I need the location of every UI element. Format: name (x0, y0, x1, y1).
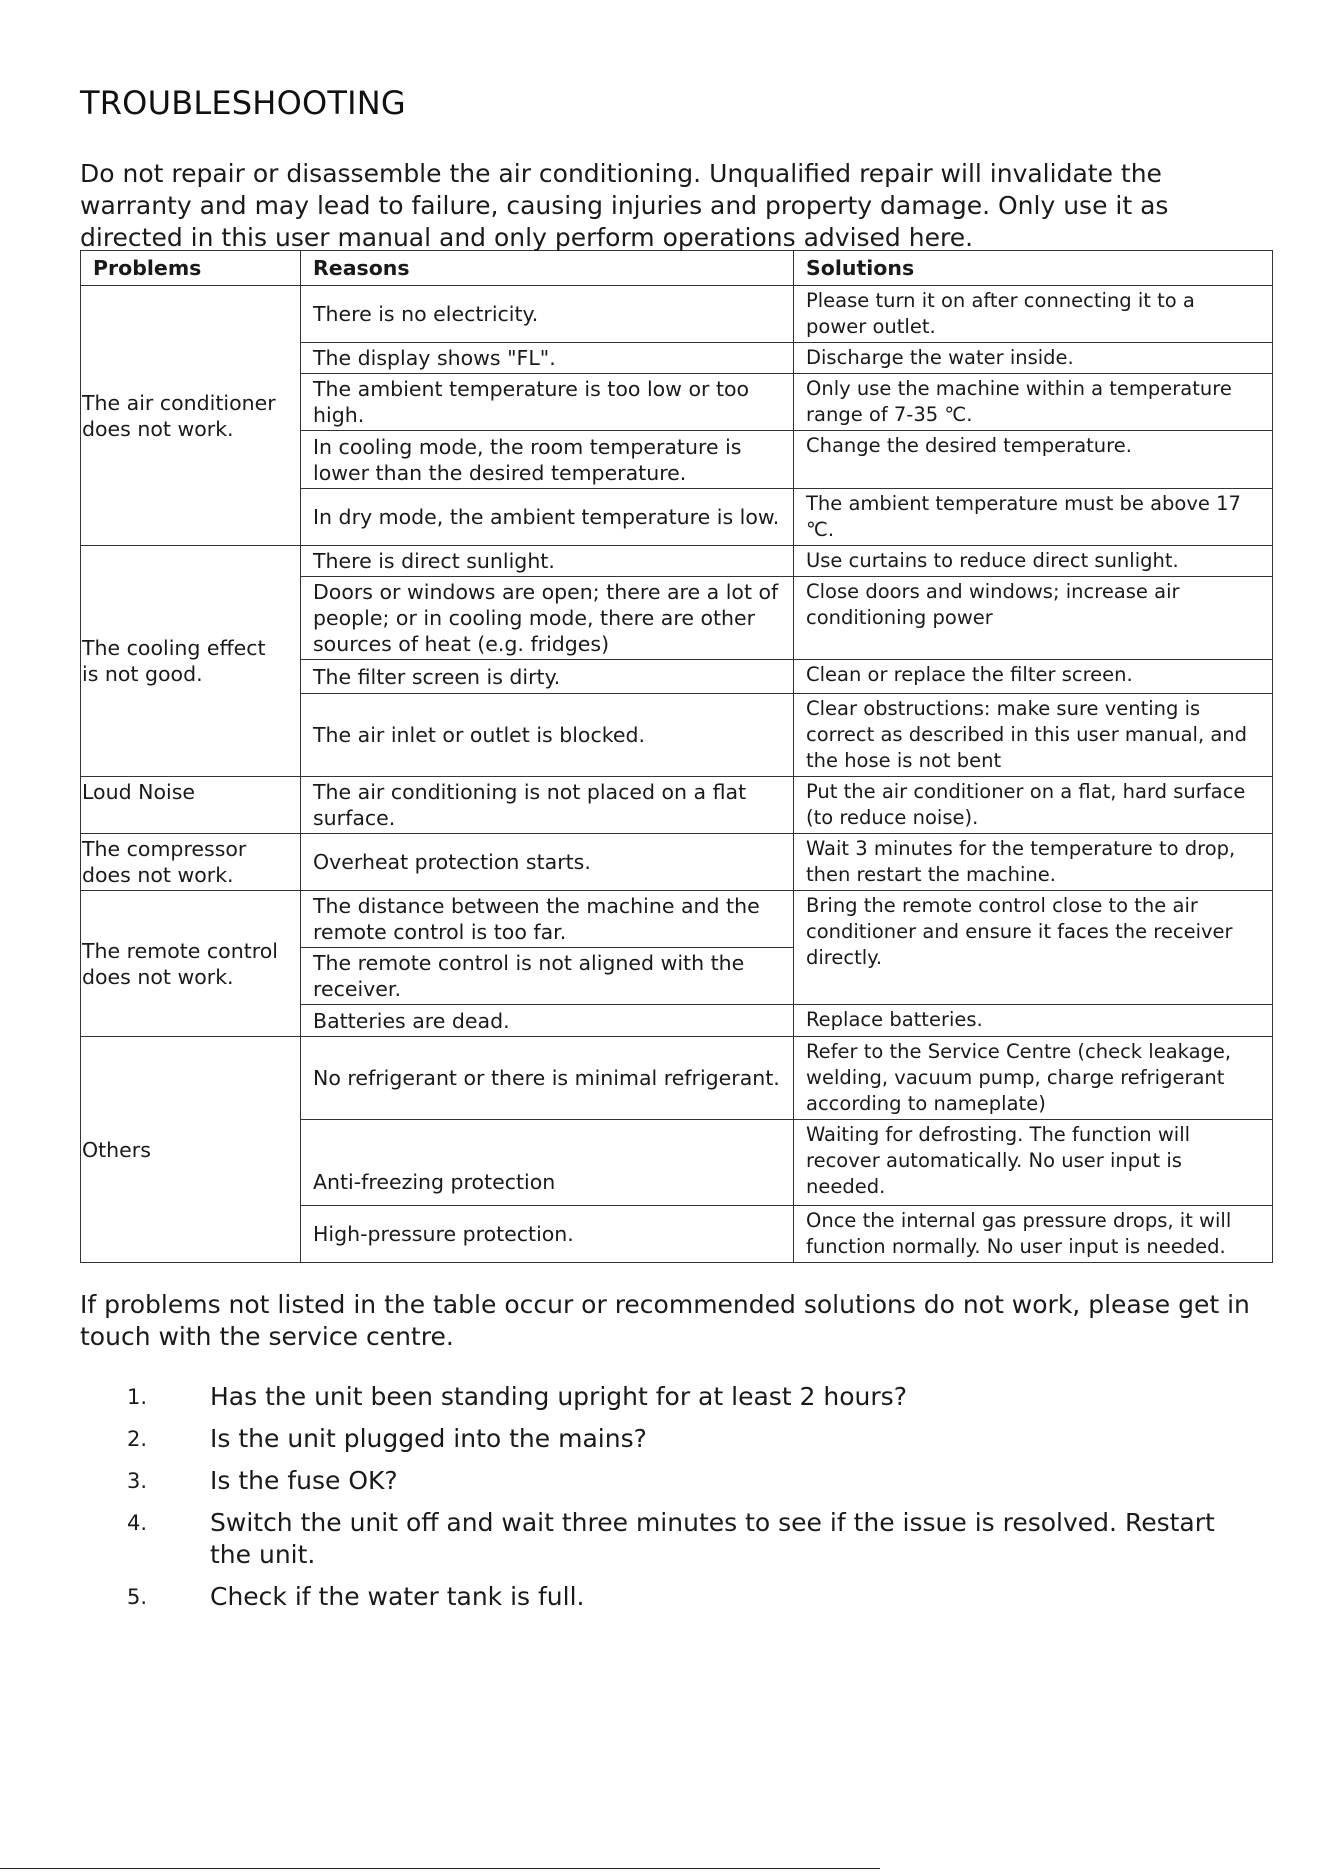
reason-cell: No refrigerant or there is minimal refrigerant. (301, 1037, 794, 1120)
checklist (80, 1381, 1250, 1613)
page-title: TROUBLESHOOTING (80, 84, 406, 122)
reason-cell: The display shows "FL". (301, 343, 794, 374)
reason-cell: In dry mode, the ambient temperature is low. (301, 489, 794, 546)
list-number: 3. (127, 1469, 148, 1493)
solution-cell: Change the desired temperature. (794, 431, 1273, 489)
outro-paragraph: If problems not listed in the table occur or recommended solutions do not work, please get in touch with the service centre. (80, 1290, 1250, 1351)
list-number: 5. (127, 1585, 148, 1609)
table-row (81, 546, 1273, 577)
problem-cell: The remote control does not work. (81, 891, 301, 1037)
solution-cell: Replace batteries. (794, 1005, 1273, 1037)
list-text: Has the unit been standing upright for at least 2 hours? (210, 1382, 907, 1411)
reason-cell: High-pressure protection. (301, 1206, 794, 1263)
problem-cell: The cooling effect is not good. (81, 546, 301, 777)
solution-cell: Waiting for defrosting. The function will recover automatically. No user input is needed. (794, 1120, 1273, 1206)
table-header-row (81, 251, 1273, 286)
table-row (81, 286, 1273, 343)
problem-cell: The compressor does not work. (81, 834, 301, 891)
problem-cell: Loud Noise (81, 777, 301, 834)
reason-cell: Overheat protection starts. (301, 834, 794, 891)
solution-cell: Put the air conditioner on a flat, hard surface (to reduce noise). (794, 777, 1273, 834)
solution-cell: Only use the machine within a temperature range of 7-35 ℃. (794, 374, 1273, 431)
reason-cell: The air inlet or outlet is blocked. (301, 694, 794, 777)
header-reasons: Reasons (301, 251, 794, 286)
solution-cell: Clear obstructions: make sure venting is correct as described in this user manual, and the hose is not bent (794, 694, 1273, 777)
solution-cell: Close doors and windows; increase air conditioning power (794, 577, 1273, 660)
reason-cell: The air conditioning is not placed on a flat surface. (301, 777, 794, 834)
header-problems: Problems (81, 251, 301, 286)
document-page (80, 84, 1250, 1623)
solution-cell: Please turn it on after connecting it to a power outlet. (794, 286, 1273, 343)
reason-cell: The remote control is not aligned with the receiver. (301, 948, 794, 1005)
list-text: Is the fuse OK? (210, 1466, 398, 1495)
list-item (80, 1507, 1250, 1571)
solution-cell: The ambient temperature must be above 17 ℃. (794, 489, 1273, 546)
reason-cell: There is direct sunlight. (301, 546, 794, 577)
solution-cell: Bring the remote control close to the air conditioner and ensure it faces the receiver directly. (794, 891, 1273, 1005)
list-text: Check if the water tank is full. (210, 1582, 585, 1611)
solution-cell: Refer to the Service Centre (check leakage, welding, vacuum pump, charge refrigerant according to nameplate) (794, 1037, 1273, 1120)
solution-cell: Discharge the water inside. (794, 343, 1273, 374)
bottom-divider (0, 1868, 880, 1869)
reason-cell: The distance between the machine and the remote control is too far. (301, 891, 794, 948)
table-row (81, 1037, 1273, 1120)
reason-cell: Batteries are dead. (301, 1005, 794, 1037)
reason-cell: The ambient temperature is too low or too high. (301, 374, 794, 431)
solution-cell: Use curtains to reduce direct sunlight. (794, 546, 1273, 577)
list-item (80, 1581, 1250, 1613)
table-row (81, 834, 1273, 891)
header-solutions: Solutions (794, 251, 1273, 286)
reason-cell: Anti-freezing protection (301, 1120, 794, 1206)
table-row (81, 891, 1273, 948)
reason-cell: In cooling mode, the room temperature is lower than the desired temperature. (301, 431, 794, 489)
solution-cell: Wait 3 minutes for the temperature to drop, then restart the machine. (794, 834, 1273, 891)
list-number: 4. (127, 1511, 148, 1535)
list-text: Is the unit plugged into the mains? (210, 1424, 647, 1453)
solution-cell: Once the internal gas pressure drops, it will function normally. No user input is needed. (794, 1206, 1273, 1263)
troubleshooting-table (80, 250, 1273, 1263)
intro-paragraph: Do not repair or disassemble the air conditioning. Unqualified repair will invalidate the warranty and may lead to failure, causing injuries and property damage. Only use it as directed in this user manual and only perform operations advised here. (80, 159, 1169, 252)
list-text: Switch the unit off and wait three minutes to see if the issue is resolved. Restart the unit. (210, 1508, 1215, 1569)
list-item (80, 1381, 1250, 1413)
reason-cell: Doors or windows are open; there are a lot of people; or in cooling mode, there are other sources of heat (e.g. fridges) (301, 577, 794, 660)
list-number: 1. (127, 1385, 148, 1409)
problem-cell: The air conditioner does not work. (81, 286, 301, 546)
reason-cell: The filter screen is dirty. (301, 660, 794, 694)
list-item (80, 1465, 1250, 1497)
reason-cell: There is no electricity. (301, 286, 794, 343)
list-item (80, 1423, 1250, 1455)
list-number: 2. (127, 1427, 148, 1451)
solution-cell: Clean or replace the filter screen. (794, 660, 1273, 694)
table-row (81, 777, 1273, 834)
problem-cell: Others (81, 1037, 301, 1263)
